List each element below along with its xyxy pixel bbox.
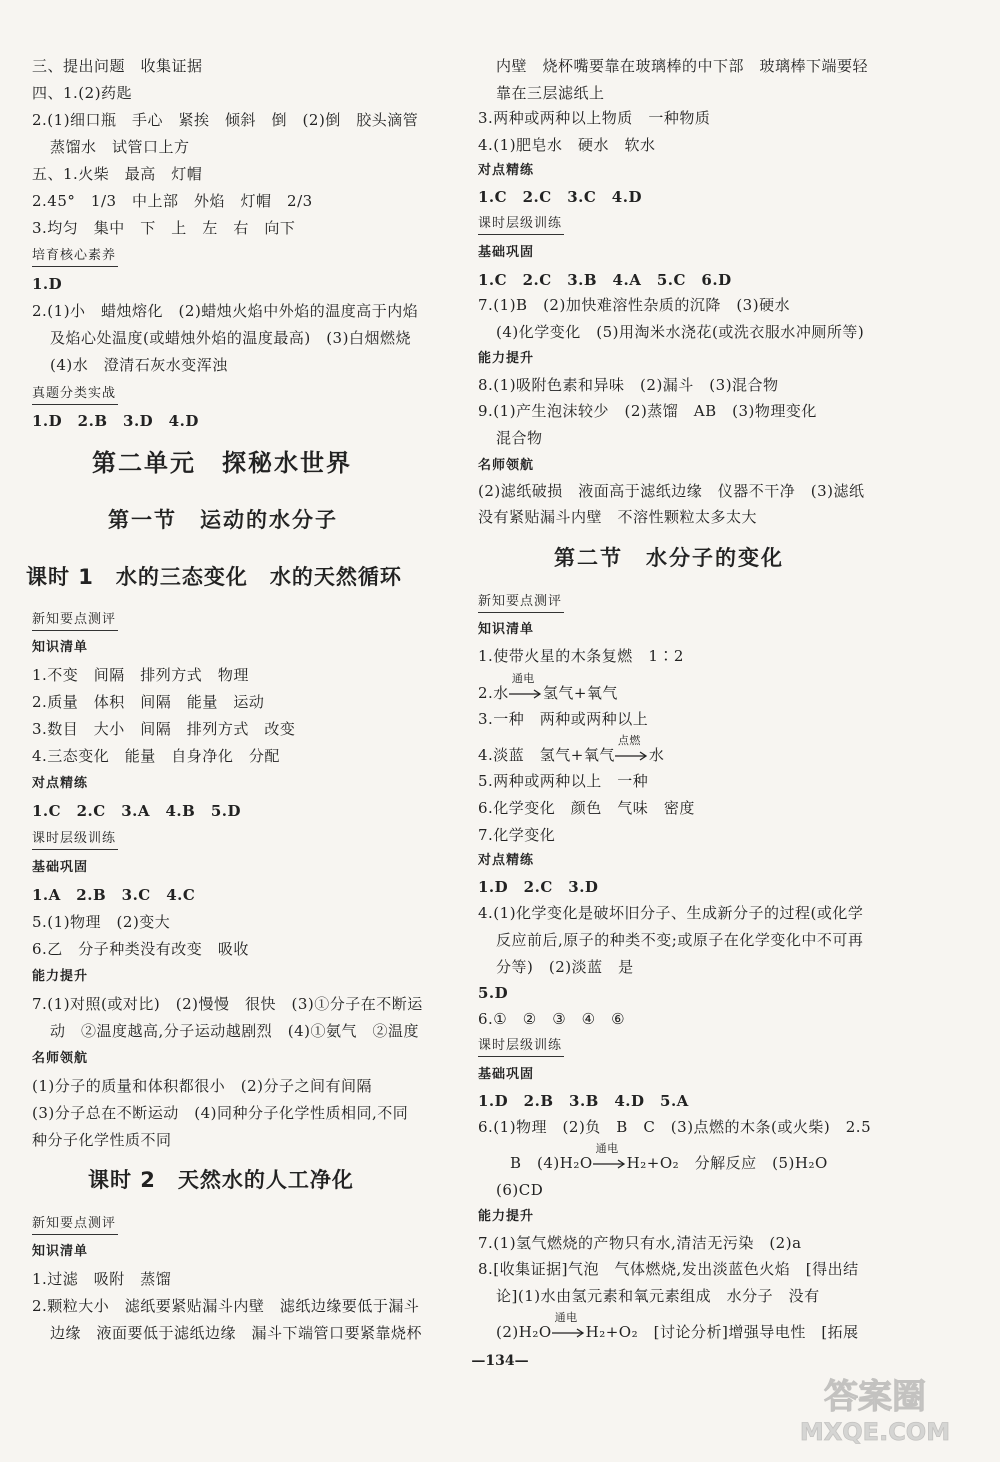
text-line: 1.D 2.B 3.D 4.D (32, 412, 199, 430)
reaction-arrow (552, 1311, 586, 1340)
subsection-header: 能力提升 (32, 969, 89, 984)
section-header: 新知要点测评 (478, 592, 564, 613)
arrow-icon (593, 1159, 627, 1169)
subsection-header: 知识清单 (32, 640, 89, 655)
equation-line (478, 734, 665, 765)
text-line: 9.(1)产生泡沫较少 (2)蒸馏 AB (3)物理变化 (478, 402, 817, 420)
equation-right: 氢气+氧气 (542, 684, 618, 702)
section-title: 第一节 运动的水分子 (108, 508, 338, 532)
text-line: 3.两种或两种以上物质 一种物质 (478, 109, 711, 127)
text-line: 2.(1)小 蜡烛熔化 (2)蜡烛火焰中外焰的温度高于内焰 (32, 302, 419, 320)
text-line: 6.(1)物理 (2)负 B C (3)点燃的木条(或火柴) 2.5 (478, 1118, 872, 1136)
text-line: 蒸馏水 试管口上方 (50, 138, 190, 156)
text-line: 5.(1)物理 (2)变大 (32, 913, 171, 931)
text-line: (4)水 澄清石灰水变浑浊 (50, 356, 228, 374)
equation-left: 2.水 (478, 684, 509, 702)
text-line: 1.过滤 吸附 蒸馏 (32, 1270, 172, 1288)
text-line: 1.使带火星的木条复燃 1∶2 (478, 647, 684, 665)
subsection-header: 对点精练 (478, 163, 535, 178)
subsection-header: 知识清单 (478, 622, 535, 637)
equation-left: B (4)H₂O (510, 1154, 593, 1172)
subsection-header: 名师领航 (478, 458, 535, 473)
equation-left: (2)H₂O (496, 1323, 552, 1341)
text-line: 7.化学变化 (478, 826, 556, 844)
text-line: (6)CD (496, 1181, 544, 1199)
text-line: (1)分子的质量和体积都很小 (2)分子之间有间隔 (32, 1077, 372, 1095)
arrow-condition: 通电 (595, 1142, 619, 1155)
unit-title: 第二单元 探秘水世界 (92, 449, 352, 477)
subsection-header: 基础巩固 (478, 245, 535, 260)
lesson-title: 课时 2 天然水的人工净化 (88, 1168, 354, 1192)
section-header: 真题分类实战 (32, 384, 118, 405)
subsection-header: 对点精练 (478, 853, 535, 868)
text-line: 7.(1)B (2)加快难溶性杂质的沉降 (3)硬水 (478, 296, 791, 314)
page-number: —134— (471, 1353, 529, 1369)
text-line: 1.C 2.C 3.B 4.A 5.C 6.D (478, 271, 732, 289)
text-line: (4)化学变化 (5)用淘米水浇花(或洗衣服水冲厕所等) (496, 323, 865, 341)
section-title: 第二节 水分子的变化 (554, 546, 784, 570)
text-line: 3.一种 两种或两种以上 (478, 710, 649, 728)
text-line: 2.质量 体积 间隔 能量 运动 (32, 693, 265, 711)
text-line: 1.A 2.B 3.C 4.C (32, 886, 196, 904)
text-line: 1.D (32, 275, 63, 293)
text-line: 7.(1)氢气燃烧的产物只有水,清洁无污染 (2)a (478, 1234, 802, 1252)
subsection-header: 知识清单 (32, 1244, 89, 1259)
text-line: 1.C 2.C 3.A 4.B 5.D (32, 802, 241, 820)
text-line: 1.C 2.C 3.C 4.D (478, 188, 642, 206)
text-line: 论](1)水由氢元素和氧元素组成 水分子 没有 (496, 1287, 820, 1305)
text-line: 6.化学变化 颜色 气味 密度 (478, 799, 695, 817)
text-line: (3)分子总在不断运动 (4)同种分子化学性质相同,不同 (32, 1104, 409, 1122)
section-header: 课时层级训练 (32, 829, 118, 850)
text-line: 2.颗粒大小 滤纸要紧贴漏斗内壁 滤纸边缘要低于漏斗 (32, 1297, 420, 1315)
arrow-icon (615, 751, 649, 761)
text-line: 6.乙 分子种类没有改变 吸收 (32, 940, 249, 958)
section-header: 培育核心素养 (32, 246, 118, 267)
section-header: 新知要点测评 (32, 1214, 118, 1235)
text-line: 没有紧贴漏斗内壁 不溶性颗粒太多太大 (478, 508, 758, 526)
text-line: 8.[收集证据]气泡 气体燃烧,发出淡蓝色火焰 [得出结 (478, 1260, 859, 1278)
watermark-bottom-text: MXQE.COM (799, 1418, 951, 1446)
equation-line (496, 1311, 859, 1342)
text-line: 混合物 (496, 429, 543, 447)
text-line: 3.数目 大小 间隔 排列方式 改变 (32, 720, 296, 738)
lesson-title: 课时 1 水的三态变化 水的天然循环 (26, 565, 402, 589)
subsection-header: 能力提升 (478, 351, 535, 366)
section-header: 课时层级训练 (478, 214, 564, 235)
subsection-header: 基础巩固 (478, 1067, 535, 1082)
reaction-arrow (509, 672, 543, 701)
text-line: 5.两种或两种以上 一种 (478, 772, 649, 790)
text-line: 三、提出问题 收集证据 (32, 57, 203, 75)
text-line: 4.(1)化学变化是破坏旧分子、生成新分子的过程(或化学 (478, 904, 864, 922)
text-line: 1.D 2.B 3.B 4.D 5.A (478, 1092, 689, 1110)
arrow-condition: 通电 (554, 1311, 578, 1324)
text-line: 五、1.火柴 最高 灯帽 (32, 165, 203, 183)
text-line: 边缘 液面要低于滤纸边缘 漏斗下端管口要紧靠烧杯 (50, 1324, 423, 1342)
text-line: 3.均匀 集中 下 上 左 右 向下 (32, 219, 296, 237)
equation-line (478, 672, 618, 703)
text-line: 1.不变 间隔 排列方式 物理 (32, 666, 249, 684)
text-line: 分等) (2)淡蓝 是 (496, 958, 634, 976)
equation-right: H₂+O₂ [讨论分析]增强导电性 [拓展 (585, 1323, 859, 1341)
subsection-header: 对点精练 (32, 776, 89, 791)
equation-right: H₂+O₂ 分解反应 (5)H₂O (626, 1154, 828, 1172)
reaction-arrow (593, 1142, 627, 1171)
text-line: 内壁 烧杯嘴要靠在玻璃棒的中下部 玻璃棒下端要轻 (496, 57, 869, 75)
text-line: 2.45° 1/3 中上部 外焰 灯帽 2/3 (32, 192, 313, 210)
text-line: 5.D (478, 984, 509, 1002)
watermark-logo (770, 1368, 980, 1448)
text-line: 动 ②温度越高,分子运动越剧烈 (4)①氨气 ②温度 (50, 1022, 420, 1040)
watermark-icon (770, 1368, 980, 1448)
subsection-header: 名师领航 (32, 1051, 89, 1066)
arrow-icon (509, 689, 543, 699)
text-line: 四、1.(2)药匙 (32, 84, 133, 102)
arrow-condition: 通电 (511, 672, 535, 685)
text-line: 1.D 2.C 3.D (478, 878, 599, 896)
text-line: 反应前后,原子的种类不变;或原子在化学变化中不可再 (496, 931, 864, 949)
text-line: 6.① ② ③ ④ ⑥ (478, 1010, 626, 1028)
reaction-arrow (615, 734, 649, 763)
section-header: 新知要点测评 (32, 610, 118, 631)
equation-left: 4.淡蓝 氢气+氧气 (478, 746, 615, 764)
equation-right: 水 (648, 746, 665, 764)
equation-line (510, 1142, 828, 1173)
subsection-header: 能力提升 (478, 1209, 535, 1224)
watermark-top-text: 答案圈 (824, 1377, 926, 1417)
text-line: (2)滤纸破损 液面高于滤纸边缘 仪器不干净 (3)滤纸 (478, 482, 865, 500)
text-line: 7.(1)对照(或对比) (2)慢慢 很快 (3)①分子在不断运 (32, 995, 423, 1013)
text-line: 靠在三层滤纸上 (496, 84, 605, 102)
text-line: 8.(1)吸附色素和异味 (2)漏斗 (3)混合物 (478, 376, 779, 394)
text-line: 4.(1)肥皂水 硬水 软水 (478, 136, 656, 154)
text-line: 及焰心处温度(或蜡烛外焰的温度最高) (3)白烟燃烧 (50, 329, 411, 347)
section-header: 课时层级训练 (478, 1036, 564, 1057)
arrow-condition: 点燃 (617, 734, 641, 747)
subsection-header: 基础巩固 (32, 860, 89, 875)
text-line: 2.(1)细口瓶 手心 紧挨 倾斜 倒 (2)倒 胶头滴管 (32, 111, 419, 129)
text-line: 种分子化学性质不同 (32, 1131, 172, 1149)
arrow-icon (552, 1328, 586, 1338)
text-line: 4.三态变化 能量 自身净化 分配 (32, 747, 280, 765)
